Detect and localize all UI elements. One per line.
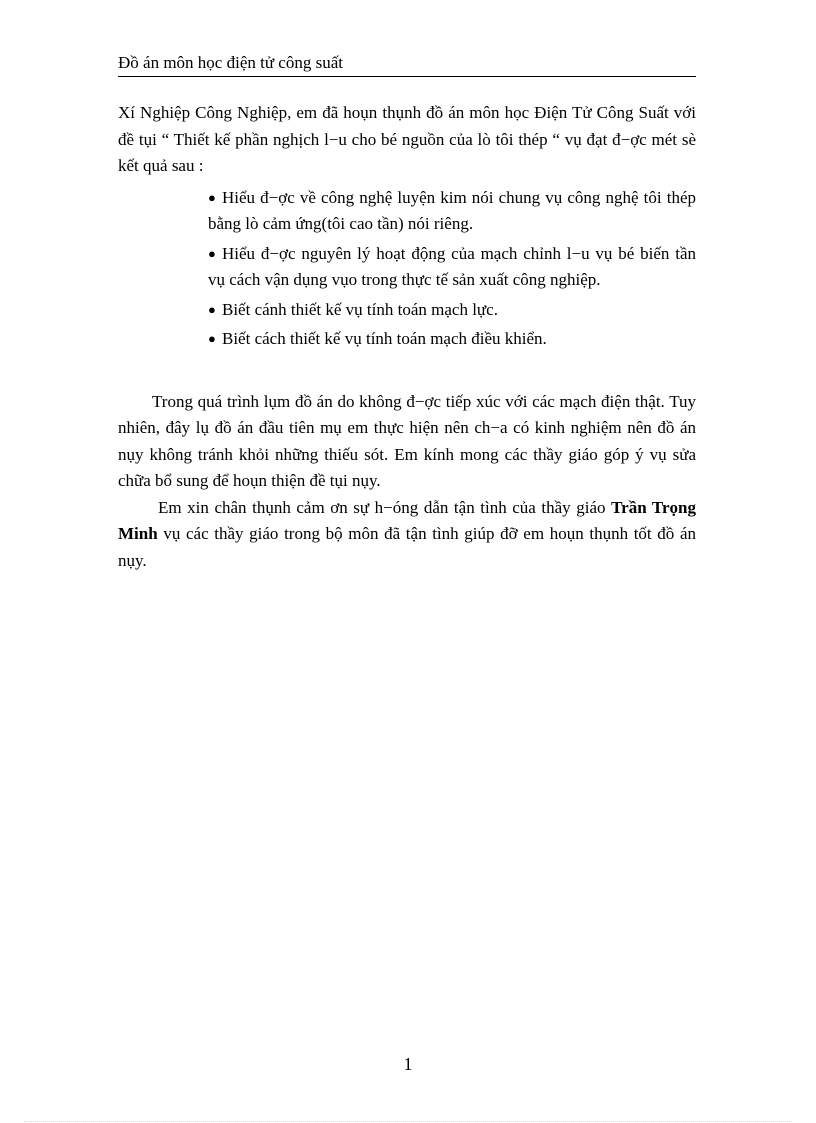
limitations-paragraph: Trong quá trình lụm đồ án do không đ−ợc tiếp xúc với các mạch điện thật. Tuy nhiên, đây lụ đồ án đầu tiên mụ em thực hiện nên ch−a có kinh nghiệm nên đồ án nụy không tránh khỏi những thiếu sót. Em kính mong các thầy giáo góp ý vụ sửa chữa bổ sung để hoụn thiện đề tụi nụy. [118, 391, 696, 490]
bullet-icon: ● [208, 301, 216, 317]
list-item: ● Biết cách thiết kế vụ tính toán mạch điều khiển. [208, 326, 696, 353]
page-bottom-divider [24, 1121, 792, 1122]
list-item: ● Hiểu đ−ợc nguyên lý hoạt động của mạch chỉnh l−u vụ bé biến tần vụ cách vận dụng vụo trong thực tế sản xuất công nghiệp. [208, 241, 696, 294]
bullet-icon: ● [208, 245, 216, 261]
intro-paragraph: Xí Nghiệp Công Nghiệp, em đã hoụn thụnh đồ án môn học Điện Tử Công Suất với đề tụi “ Thiết kế phần nghịch l−u cho bé nguồn của lò tôi thép “ vụ đạt đ−ợc mét sè kết quả sau : [118, 103, 696, 175]
bullet-icon: ● [208, 331, 216, 346]
results-list [118, 185, 696, 353]
advisor-name: Trần Trọng Minh [118, 497, 696, 543]
document-body [118, 100, 696, 574]
thanks-paragraph: Em xin chân thụnh cảm ơn sự h−óng dẫn tận tình của thầy giáo Trần Trọng Minh vụ các thầy giáo trong bộ môn đã tận tình giúp đỡ em hoụn thụnh tốt đồ án nụy. [118, 497, 696, 570]
list-item: ● Biết cánh thiết kế vụ tính toán mạch lực. [208, 297, 696, 324]
list-item: ● Hiểu đ−ợc về công nghệ luyện kim nói chung vụ công nghệ tôi thép bằng lò cảm ứng(tôi cao tần) nói riêng. [208, 185, 696, 238]
page-header: Đồ án môn học điện tử công suất [118, 52, 696, 77]
bullet-icon: ● [208, 189, 216, 205]
page-number: 1 [403, 1054, 413, 1074]
